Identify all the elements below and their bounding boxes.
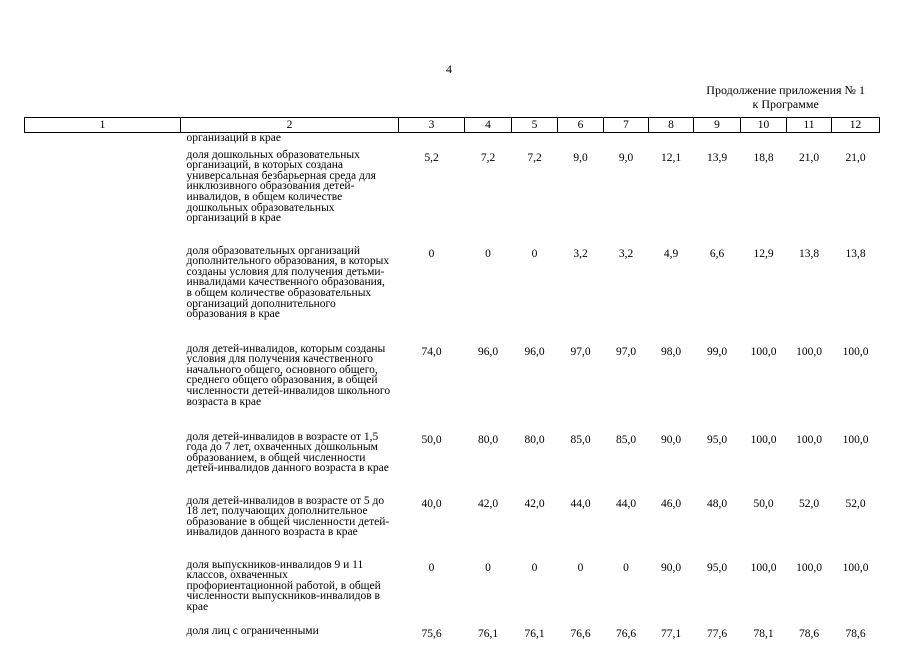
- indicator-value: 85,0: [615, 433, 637, 446]
- table-row: [25, 246, 880, 338]
- indicator-value: 100,0: [750, 561, 777, 574]
- indicator-value: 44,0: [615, 497, 637, 510]
- indicator-value: 95,0: [706, 561, 728, 574]
- indicator-value: 4,9: [663, 247, 679, 260]
- indicator-value: 0: [428, 247, 435, 260]
- indicator-value: 52,0: [798, 497, 820, 510]
- indicator-value: 96,0: [477, 345, 499, 358]
- indicator-value: 0: [428, 561, 435, 574]
- header-cell-2: 2: [181, 118, 399, 133]
- indicator-value: 9,0: [573, 151, 588, 164]
- table-row: [25, 432, 880, 490]
- indicator-value: 100,0: [750, 345, 777, 358]
- indicator-value: 97,0: [570, 345, 591, 358]
- indicator-value: 52,0: [845, 497, 866, 510]
- header-cell-10: 10: [741, 118, 787, 133]
- indicator-value: 50,0: [421, 433, 442, 446]
- header-cell-5: 5: [512, 118, 558, 133]
- indicator-value: 100,0: [796, 433, 822, 446]
- header-cell-6: 6: [558, 118, 604, 133]
- indicator-value: 98,0: [660, 345, 682, 358]
- indicator-value: 0: [485, 247, 491, 260]
- header-cell-9: 9: [694, 118, 741, 133]
- table-row: [25, 560, 880, 620]
- header-cell-8: 8: [649, 118, 694, 133]
- indicator-value: 76,1: [524, 627, 545, 640]
- indicator-value: 74,0: [421, 345, 442, 358]
- header-cell-7: 7: [604, 118, 649, 133]
- indicator-description: доля дошкольных образовательных организаций, в которых создана универсальная безбарьерная среда для инклюзивного образования детей-инвалидов, в общем количестве дошкольных образовательных организаций в крае: [186, 148, 376, 225]
- carryover-text: организаций в крае: [186, 132, 281, 144]
- indicator-value: 100,0: [842, 561, 869, 574]
- indicator-value: 40,0: [421, 497, 442, 510]
- indicator-value: 42,0: [477, 497, 499, 510]
- header-cell-12: 12: [832, 118, 880, 133]
- indicator-value: 0: [577, 561, 584, 574]
- carryover-row: [25, 133, 880, 144]
- table-row: [25, 626, 880, 646]
- indicator-value: 100,0: [796, 561, 822, 574]
- indicator-description: доля детей-инвалидов, которым созданы условия для получения качественного начального общего, основного общего, среднего общего образования, в общей численности детей-инвалидов школьного возраста в крае: [186, 342, 391, 408]
- indicator-value: 80,0: [524, 433, 545, 446]
- indicator-value: 7,2: [480, 151, 496, 164]
- continuation-line-1: Продолжение приложения № 1: [706, 83, 865, 97]
- header-row: [25, 118, 880, 133]
- indicator-value: 100,0: [796, 345, 822, 358]
- indicator-value: 76,1: [477, 627, 499, 640]
- indicator-value: 42,0: [524, 497, 545, 510]
- indicator-value: 12,1: [660, 151, 682, 164]
- header-cell-4: 4: [465, 118, 512, 133]
- indicator-value: 6,6: [709, 247, 725, 260]
- page-number: 4: [446, 62, 452, 76]
- indicator-value: 44,0: [570, 497, 591, 510]
- continuation-note: [706, 83, 865, 111]
- indicator-value: 90,0: [660, 433, 682, 446]
- indicator-value: 9,0: [618, 151, 634, 164]
- indicator-value: 95,0: [706, 433, 728, 446]
- indicator-value: 96,0: [524, 345, 545, 358]
- indicator-value: 78,6: [798, 627, 820, 640]
- header-cell-1: 1: [25, 118, 181, 133]
- table-row: [25, 496, 880, 554]
- indicator-value: 13,9: [706, 151, 728, 164]
- table-row: [25, 344, 880, 426]
- indicators-table: [24, 117, 880, 646]
- indicator-value: 13,8: [845, 247, 866, 260]
- table-row: [25, 150, 880, 240]
- indicator-value: 5,2: [424, 151, 439, 164]
- indicator-value: 12,9: [753, 247, 774, 260]
- header-cell-11: 11: [787, 118, 832, 133]
- indicator-value: 76,6: [570, 627, 591, 640]
- indicator-value: 0: [531, 561, 538, 574]
- indicator-value: 0: [485, 561, 491, 574]
- indicator-value: 13,8: [798, 247, 820, 260]
- indicator-value: 0: [623, 561, 629, 574]
- indicator-value: 50,0: [753, 497, 774, 510]
- continuation-line-2: к Программе: [752, 97, 819, 111]
- indicator-value: 76,6: [615, 627, 637, 640]
- indicator-value: 3,2: [573, 247, 588, 260]
- indicator-description: доля детей-инвалидов в возрасте от 1,5 года до 7 лет, охваченных дошкольным образованием, в общей численности детей-инвалидов данного возраста в крае: [186, 430, 389, 475]
- indicator-value: 80,0: [477, 433, 499, 446]
- indicator-value: 0: [531, 247, 538, 260]
- indicator-value: 7,2: [527, 151, 542, 164]
- indicator-value: 100,0: [750, 433, 777, 446]
- indicator-description: доля выпускников-инвалидов 9 и 11 классов, охваченных профориентационной работой, в общей численности выпускников-инвалидов в крае: [186, 558, 381, 613]
- indicator-value: 77,1: [660, 627, 682, 640]
- indicator-value: 78,1: [753, 627, 774, 640]
- indicator-value: 85,0: [570, 433, 591, 446]
- indicator-value: 90,0: [660, 561, 682, 574]
- indicator-value: 3,2: [618, 247, 634, 260]
- indicator-value: 75,6: [421, 627, 442, 640]
- indicator-value: 78,6: [845, 627, 866, 640]
- indicator-description: доля лиц с ограниченными: [186, 624, 319, 637]
- indicator-value: 46,0: [660, 497, 682, 510]
- indicator-value: 100,0: [842, 433, 869, 446]
- indicator-description: доля образовательных организаций дополнительного образования, в которых созданы условия для получения детьми-инвалидами качественного образования, в общем количестве образовательных организаций дополнительного образования в крае: [186, 244, 390, 321]
- indicator-value: 77,6: [706, 627, 728, 640]
- indicator-value: 18,8: [753, 151, 774, 164]
- indicator-description: доля детей-инвалидов в возрасте от 5 до 18 лет, получающих дополнительное образование в общей численности детей-инвалидов данного возраста в крае: [186, 494, 390, 539]
- indicator-value: 21,0: [845, 151, 866, 164]
- header-cell-3: 3: [399, 118, 465, 133]
- indicator-value: 97,0: [615, 345, 637, 358]
- indicator-value: 21,0: [798, 151, 820, 164]
- indicator-value: 99,0: [706, 345, 728, 358]
- indicator-value: 100,0: [842, 345, 869, 358]
- indicator-value: 48,0: [706, 497, 728, 510]
